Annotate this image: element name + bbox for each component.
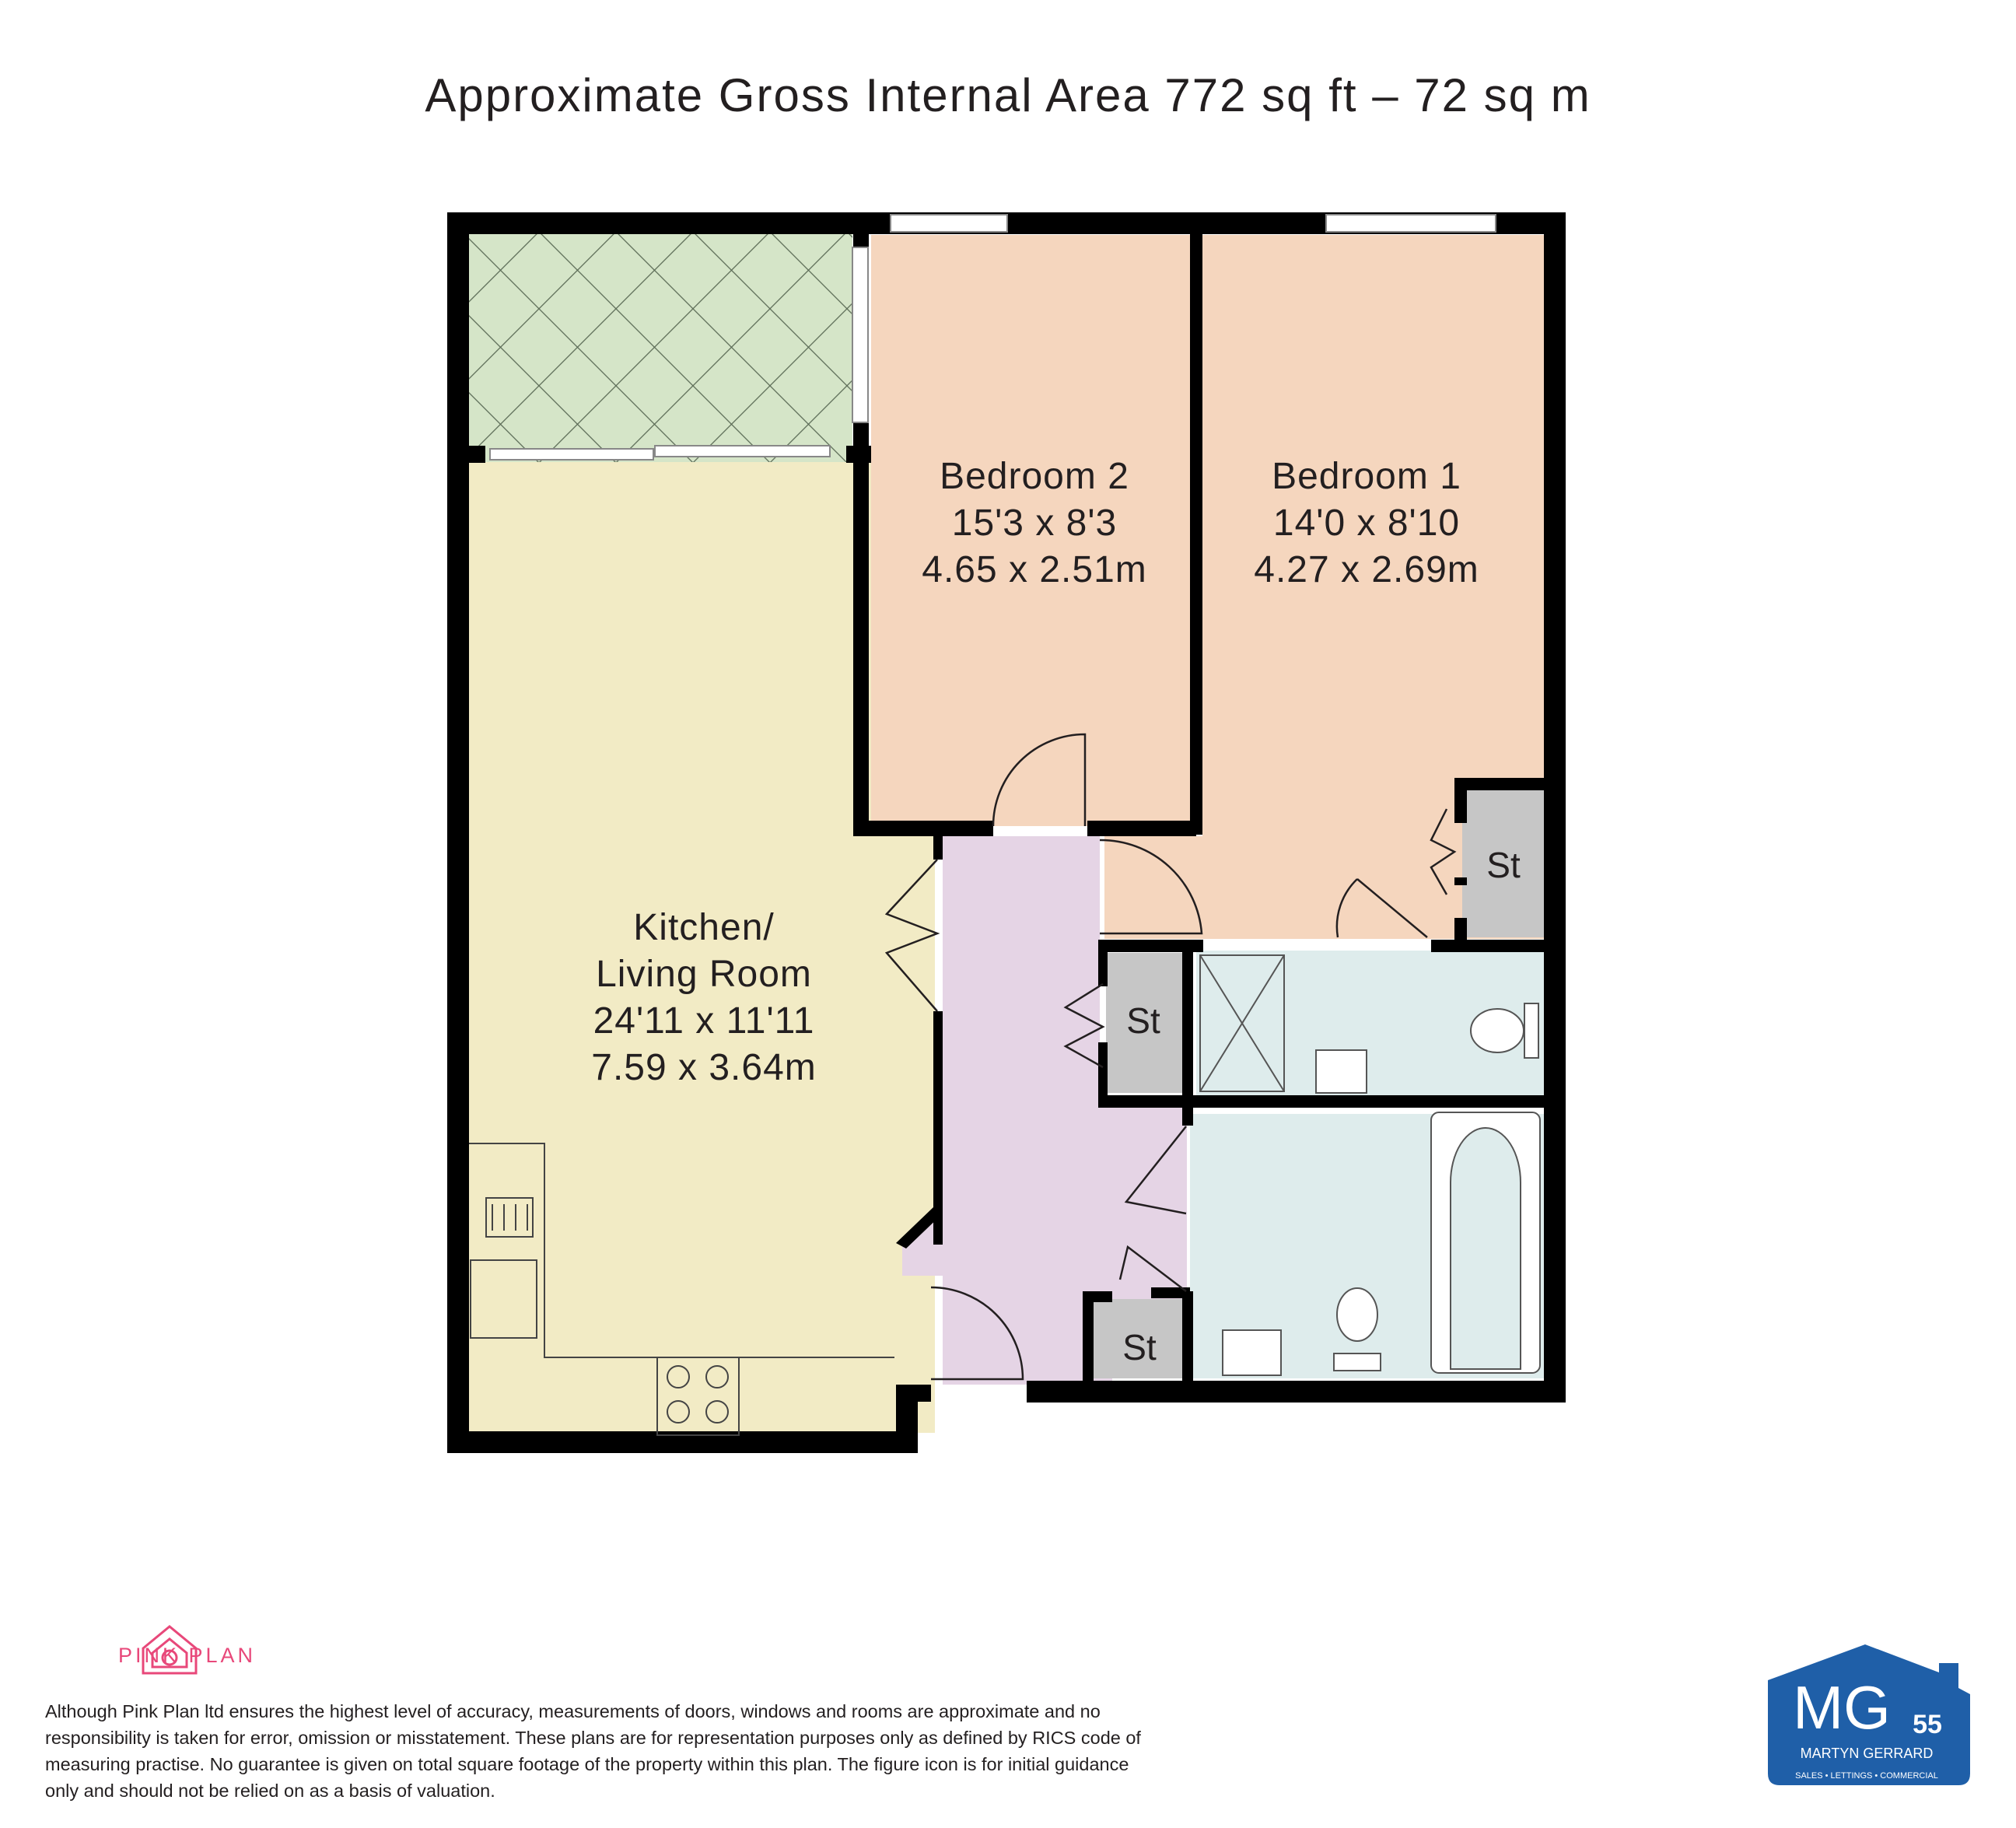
storage-label: St [1122,1327,1157,1367]
disclaimer-text: Although Pink Plan ltd ensures the highest level of accuracy, measurements of doors, windows and rooms are approximate and no responsibility is taken for error, omission or misstatement. These plans are for representation purposes only as defined by RICS code of measuring practise. No guarantee is given on total square footage of the property within this plan. The figure icon is for initial guidance only and should not be relied on as a basis of valuation. [45,1701,1141,1801]
agent-logo-name: MARTYN GERRARD [1800,1746,1934,1761]
bedroom-1-label [1254,456,1479,590]
kitchen-name-line1: Kitchen/ [633,907,775,948]
bedroom-1-imperial: 14'0 x 8'10 [1272,503,1461,544]
bedroom-1-metric: 4.27 x 2.69m [1254,549,1479,590]
pink-plan-brand: PINK PLAN [118,1644,257,1667]
agent-logo-number: 55 [1913,1710,1942,1739]
storage-label: St [1486,845,1521,885]
agent-logo-tagline: SALES • LETTINGS • COMMERCIAL [1795,1771,1938,1781]
bedroom-2-imperial: 15'3 x 8'3 [951,503,1118,544]
bedroom-2-name: Bedroom 2 [940,456,1129,497]
storage-label: St [1126,1000,1160,1041]
balcony [457,224,852,462]
bedroom-1-entry [1104,836,1213,939]
page-title: Approximate Gross Internal Area 772 sq ft – 72 sq m [425,69,1591,121]
martyn-gerrard-logo [1764,1641,1974,1789]
agent-logo-letters: MG [1793,1673,1891,1742]
kitchen-name-line2: Living Room [596,954,812,995]
bedroom-2-label [922,456,1147,590]
kitchen-imperial: 24'11 x 11'11 [593,1000,815,1042]
kitchen-metric: 7.59 x 3.64m [591,1047,817,1088]
bedroom-1-name: Bedroom 1 [1272,456,1461,497]
bedroom-2-metric: 4.65 x 2.51m [922,549,1147,590]
